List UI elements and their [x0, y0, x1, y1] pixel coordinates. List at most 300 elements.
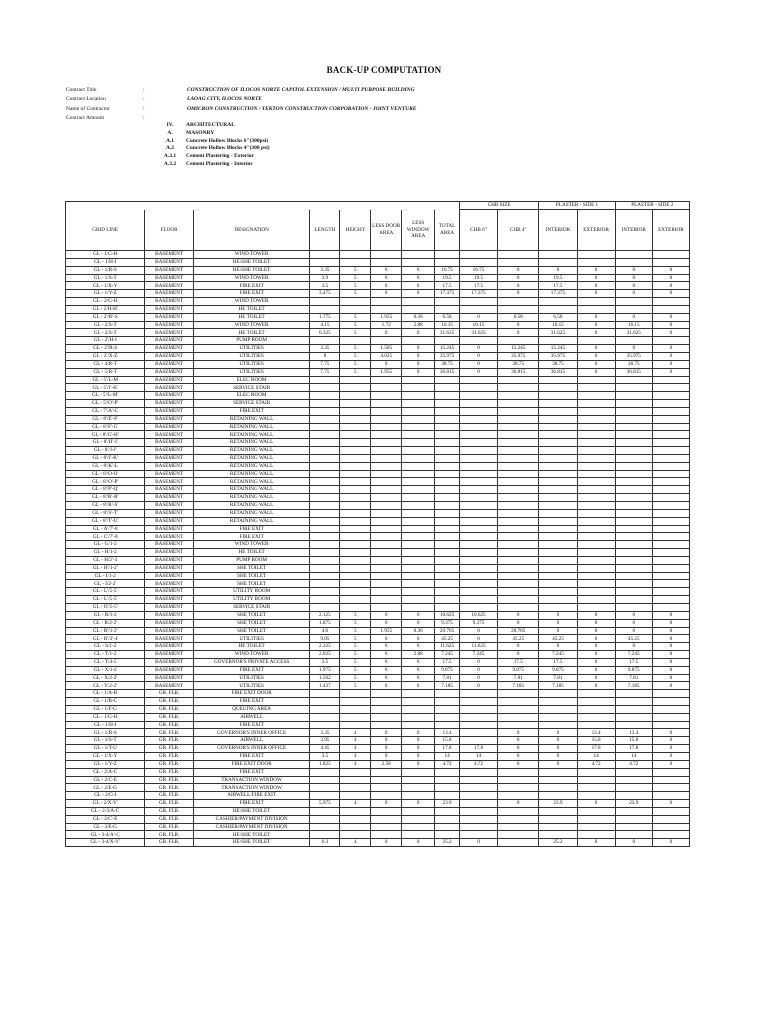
table-row — [66, 439, 690, 447]
table-cell — [459, 494, 497, 502]
table-cell: 6.58 — [435, 313, 460, 321]
table-cell: 0 — [498, 266, 539, 274]
table-cell: HE/SHE TOILET — [193, 839, 310, 847]
table-cell: GL - 8'/R'-R' — [66, 494, 145, 502]
table-cell: 0 — [615, 290, 652, 298]
table-cell — [498, 768, 539, 776]
table-cell: 0 — [577, 643, 615, 651]
table-cell: BASEMENT — [145, 251, 193, 259]
table-cell: GL - 1/T-U — [66, 745, 145, 753]
table-cell — [340, 698, 371, 706]
table-cell: BASEMENT — [145, 635, 193, 643]
table-cell — [310, 831, 340, 839]
table-cell — [402, 462, 435, 470]
table-cell — [371, 831, 402, 839]
table-cell: 0 — [402, 800, 435, 808]
table-row — [66, 478, 690, 486]
table-cell: RETAINING WALL — [193, 470, 310, 478]
table-cell — [652, 603, 689, 611]
table-cell — [435, 792, 460, 800]
table-cell: 0 — [652, 627, 689, 635]
table-cell: 0 — [371, 290, 402, 298]
meta-label: Contract Title — [66, 87, 97, 93]
table-cell — [459, 470, 497, 478]
table-cell: FIRE EXIT — [193, 698, 310, 706]
table-cell: 0 — [615, 619, 652, 627]
table-cell — [402, 431, 435, 439]
outline-row — [154, 130, 270, 138]
table-cell: 0 — [402, 619, 435, 627]
table-cell — [310, 572, 340, 580]
table-cell: HE/SHE TOILET — [193, 831, 310, 839]
table-cell: GL - L'/5-5' — [66, 588, 145, 596]
table-cell: GL - 2/A-C — [66, 768, 145, 776]
table-cell: GL - 2'/X-Z — [66, 352, 145, 360]
table-cell: 5 — [340, 368, 371, 376]
table-cell — [652, 549, 689, 557]
table-cell: 45.25 — [435, 635, 460, 643]
table-cell: 5 — [340, 345, 371, 353]
table-cell — [459, 807, 497, 815]
table-cell — [615, 580, 652, 588]
table-cell — [340, 517, 371, 525]
table-cell: GR. FLR. — [145, 690, 193, 698]
table-cell — [539, 384, 577, 392]
table-cell: 0 — [577, 274, 615, 282]
table-cell: BASEMENT — [145, 643, 193, 651]
table-cell: 5 — [340, 674, 371, 682]
table-cell — [539, 258, 577, 266]
table-cell — [402, 831, 435, 839]
table-cell: 2.025 — [310, 651, 340, 659]
table-cell — [539, 564, 577, 572]
table-cell — [539, 705, 577, 713]
table-cell: 0 — [498, 282, 539, 290]
table-cell: 15.245 — [539, 345, 577, 353]
table-cell: BASEMENT — [145, 290, 193, 298]
table-cell — [498, 792, 539, 800]
table-cell: 7.245 — [435, 651, 460, 659]
table-cell: TRANSACTION WINDOW — [193, 776, 310, 784]
table-cell: GL - 1/H-I — [66, 258, 145, 266]
table-cell — [652, 556, 689, 564]
table-cell — [652, 517, 689, 525]
table-cell — [310, 603, 340, 611]
table-cell: GL - 4/R-T — [66, 360, 145, 368]
table-cell: 0 — [652, 666, 689, 674]
table-cell: 4.72 — [459, 760, 497, 768]
table-cell — [498, 721, 539, 729]
table-cell: 0 — [615, 345, 652, 353]
table-cell: 0 — [577, 321, 615, 329]
table-cell: 4 — [340, 737, 371, 745]
outline-number: A. — [167, 129, 173, 136]
table-row — [66, 494, 690, 502]
outline-row — [154, 153, 270, 161]
table-cell: WIND TOWER — [193, 541, 310, 549]
table-cell: 7.185 — [615, 682, 652, 690]
table-row — [66, 549, 690, 557]
table-cell — [340, 603, 371, 611]
table-cell — [615, 698, 652, 706]
table-cell — [371, 541, 402, 549]
table-cell: 6.3 — [310, 839, 340, 847]
table-cell — [615, 776, 652, 784]
table-cell: 17.8 — [435, 745, 460, 753]
table-cell — [402, 525, 435, 533]
table-cell — [577, 525, 615, 533]
table-cell — [435, 807, 460, 815]
table-cell: GL - 1/Y-Z — [66, 290, 145, 298]
table-cell — [340, 823, 371, 831]
table-cell: 0 — [577, 627, 615, 635]
table-cell — [340, 533, 371, 541]
table-cell — [652, 494, 689, 502]
table-cell: 0 — [498, 651, 539, 659]
table-cell: 0 — [652, 760, 689, 768]
table-cell — [459, 776, 497, 784]
table-cell: 0 — [652, 619, 689, 627]
table-cell: GR. FLR. — [145, 776, 193, 784]
plaster-side1-header: PLASTER - SIDE 1 — [539, 202, 615, 210]
table-cell: 0 — [652, 611, 689, 619]
table-row — [66, 556, 690, 564]
table-cell — [402, 400, 435, 408]
table-cell: 19.5 — [539, 274, 577, 282]
meta-row — [66, 95, 416, 104]
table-cell — [577, 384, 615, 392]
table-cell — [577, 502, 615, 510]
table-cell: FIRE EXIT — [193, 525, 310, 533]
table-cell — [435, 486, 460, 494]
table-cell — [371, 407, 402, 415]
column-header: TOTAL AREA — [435, 210, 460, 251]
table-cell: 0 — [498, 274, 539, 282]
outline-text: Cement Plastering - Exterior — [186, 153, 254, 160]
table-cell: 4 — [340, 760, 371, 768]
table-cell — [371, 549, 402, 557]
table-row — [66, 698, 690, 706]
table-cell: GL - T/4-5 — [66, 658, 145, 666]
table-cell — [310, 541, 340, 549]
table-cell: 0 — [371, 266, 402, 274]
table-cell: GL - 8'/R'-S' — [66, 502, 145, 510]
outline-text: MASONRY — [186, 129, 215, 136]
table-cell: GL - 2/S-T — [66, 329, 145, 337]
table-cell — [652, 478, 689, 486]
table-cell: PUMP ROOM — [193, 556, 310, 564]
table-cell — [539, 721, 577, 729]
table-cell — [402, 407, 435, 415]
table-cell: 19.5 — [459, 274, 497, 282]
table-cell: GL - 2-3/A-C — [66, 807, 145, 815]
table-cell — [459, 525, 497, 533]
table-cell — [539, 486, 577, 494]
table-cell — [371, 400, 402, 408]
table-cell — [340, 815, 371, 823]
table-cell: GL - G/1-2 — [66, 541, 145, 549]
table-cell: 0 — [577, 651, 615, 659]
table-cell — [340, 251, 371, 259]
table-cell — [371, 713, 402, 721]
table-cell — [652, 831, 689, 839]
table-cell — [577, 439, 615, 447]
meta-value: OMICRON CONSTRUCTION / TEKTON CONSTRUCTION CORPORATION - JOINT VENTURE — [187, 105, 417, 112]
column-header: CHB 6" — [459, 210, 497, 251]
table-cell — [498, 533, 539, 541]
table-cell: GL - 1/A-B — [66, 690, 145, 698]
table-cell: BASEMENT — [145, 305, 193, 313]
table-cell: BASEMENT — [145, 423, 193, 431]
table-cell — [539, 462, 577, 470]
table-cell — [340, 494, 371, 502]
table-cell — [577, 517, 615, 525]
table-cell: GR. FLR. — [145, 831, 193, 839]
table-cell: UTILITIES — [193, 682, 310, 690]
table-cell — [402, 305, 435, 313]
table-cell: BASEMENT — [145, 525, 193, 533]
table-cell — [371, 807, 402, 815]
table-cell — [340, 509, 371, 517]
table-cell: 7.81 — [539, 674, 577, 682]
table-cell: HE/SHE TOILET — [193, 258, 310, 266]
table-cell: AIRWELL — [193, 737, 310, 745]
table-cell — [371, 580, 402, 588]
table-cell: RETAINING WALL — [193, 439, 310, 447]
table-cell — [402, 454, 435, 462]
table-cell — [310, 792, 340, 800]
table-cell: 17.8 — [459, 745, 497, 753]
table-row — [66, 619, 690, 627]
table-cell — [652, 713, 689, 721]
table-cell — [371, 564, 402, 572]
table-cell: 0 — [652, 282, 689, 290]
table-row — [66, 831, 690, 839]
computation-table — [65, 201, 690, 847]
page-title: BACK-UP COMPUTATION — [326, 65, 442, 75]
table-cell — [310, 807, 340, 815]
table-cell: 36.815 — [498, 368, 539, 376]
table-cell: 17.5 — [615, 658, 652, 666]
table-cell: BASEMENT — [145, 658, 193, 666]
table-cell — [577, 400, 615, 408]
table-cell: BASEMENT — [145, 321, 193, 329]
table-row — [66, 376, 690, 384]
table-cell — [310, 784, 340, 792]
table-cell: HE TOILET — [193, 549, 310, 557]
table-cell: GL - H/1-2 — [66, 549, 145, 557]
table-cell: 17.375 — [539, 290, 577, 298]
table-cell — [435, 384, 460, 392]
column-header: GRID LINE — [66, 210, 145, 251]
table-cell: 7.185 — [435, 682, 460, 690]
table-cell: 14 — [615, 753, 652, 761]
table-cell — [310, 549, 340, 557]
table-cell: 10.625 — [459, 611, 497, 619]
table-cell — [539, 776, 577, 784]
table-cell: 0 — [402, 643, 435, 651]
table-cell — [402, 823, 435, 831]
table-cell: RETAINING WALL — [193, 502, 310, 510]
table-cell — [310, 596, 340, 604]
table-cell: 0 — [498, 321, 539, 329]
table-cell: 1.975 — [310, 666, 340, 674]
table-cell — [615, 533, 652, 541]
table-cell — [498, 713, 539, 721]
table-cell: 14 — [435, 753, 460, 761]
table-cell: FIRE EXIT — [193, 800, 310, 808]
table-cell: 4.72 — [435, 760, 460, 768]
table-cell — [371, 439, 402, 447]
table-cell — [310, 502, 340, 510]
table-cell — [310, 564, 340, 572]
table-cell — [459, 815, 497, 823]
table-cell — [652, 439, 689, 447]
table-cell — [615, 823, 652, 831]
table-cell: 0 — [577, 635, 615, 643]
table-cell — [310, 258, 340, 266]
table-cell: HE/SHE TOILET — [193, 807, 310, 815]
table-cell: 16.75 — [435, 266, 460, 274]
table-cell — [435, 784, 460, 792]
table-cell — [652, 509, 689, 517]
table-row — [66, 329, 690, 337]
table-cell — [371, 517, 402, 525]
table-cell — [652, 392, 689, 400]
table-cell: 0 — [652, 345, 689, 353]
table-cell — [459, 729, 497, 737]
table-cell: GL - I/1-2 — [66, 572, 145, 580]
table-cell: 3.35 — [310, 345, 340, 353]
table-cell — [435, 690, 460, 698]
table-cell: 0 — [498, 611, 539, 619]
table-cell: PUMP ROOM — [193, 337, 310, 345]
table-cell: 5 — [340, 313, 371, 321]
table-cell — [402, 721, 435, 729]
table-cell: 17.5 — [539, 658, 577, 666]
table-cell — [340, 580, 371, 588]
table-row — [66, 760, 690, 768]
table-cell — [402, 713, 435, 721]
table-cell: 0 — [577, 611, 615, 619]
table-cell: 0 — [652, 658, 689, 666]
table-cell — [310, 494, 340, 502]
table-cell — [371, 478, 402, 486]
table-cell: 0 — [459, 658, 497, 666]
table-cell — [577, 462, 615, 470]
table-cell: 38.75 — [498, 360, 539, 368]
table-cell: GL - 2/C-E — [66, 776, 145, 784]
table-cell — [435, 533, 460, 541]
table-cell: RETAINING WALL — [193, 517, 310, 525]
table-cell: BASEMENT — [145, 337, 193, 345]
table-cell — [577, 423, 615, 431]
table-cell — [652, 486, 689, 494]
table-cell — [498, 305, 539, 313]
table-cell: 0 — [652, 290, 689, 298]
table-cell — [459, 549, 497, 557]
table-cell: 0 — [402, 839, 435, 847]
table-row — [66, 384, 690, 392]
table-cell — [615, 713, 652, 721]
table-cell: GL - H/2'-3 — [66, 556, 145, 564]
table-cell: 6.325 — [310, 329, 340, 337]
table-row — [66, 658, 690, 666]
table-cell — [402, 298, 435, 306]
table-cell — [577, 447, 615, 455]
table-cell — [539, 470, 577, 478]
table-cell: 38.75 — [435, 360, 460, 368]
table-cell — [371, 447, 402, 455]
table-cell: AIRWELL/FIRE EXIT — [193, 792, 310, 800]
table-cell — [539, 541, 577, 549]
table-cell — [539, 572, 577, 580]
outline-row — [154, 161, 270, 169]
table-cell: 7.245 — [459, 651, 497, 659]
table-cell — [340, 690, 371, 698]
table-cell: GL - 1/F-G — [66, 705, 145, 713]
table-cell: 0 — [402, 345, 435, 353]
column-header: CHB 4" — [498, 210, 539, 251]
table-cell: GR. FLR. — [145, 760, 193, 768]
table-cell — [371, 298, 402, 306]
table-cell: BASEMENT — [145, 556, 193, 564]
table-cell: GL - L'/5-5' — [66, 596, 145, 604]
table-cell — [652, 541, 689, 549]
table-cell: GL - I/2-2' — [66, 580, 145, 588]
table-cell: BASEMENT — [145, 674, 193, 682]
table-cell: 0 — [459, 345, 497, 353]
table-cell — [435, 251, 460, 259]
table-cell: 5 — [340, 643, 371, 651]
table-cell — [539, 823, 577, 831]
table-cell: 14 — [577, 753, 615, 761]
table-cell: ELEC ROOM — [193, 376, 310, 384]
table-cell: 25.2 — [435, 839, 460, 847]
table-cell: 0 — [498, 619, 539, 627]
table-row — [66, 400, 690, 408]
table-row — [66, 729, 690, 737]
table-cell — [310, 298, 340, 306]
table-cell — [402, 556, 435, 564]
table-cell: 7.81 — [615, 674, 652, 682]
table-cell: 3.5 — [310, 753, 340, 761]
table-cell: GL - 1/R-S — [66, 266, 145, 274]
table-cell: GL - 8'/E'-F' — [66, 415, 145, 423]
table-row — [66, 392, 690, 400]
table-cell: 11.625 — [435, 643, 460, 651]
table-row — [66, 611, 690, 619]
table-cell — [652, 470, 689, 478]
table-cell — [577, 486, 615, 494]
table-cell: CASHIER/PAYMENT DIVISION — [193, 823, 310, 831]
outline-number: A.3.2 — [163, 160, 177, 167]
table-cell — [577, 376, 615, 384]
table-cell — [459, 384, 497, 392]
table-cell — [459, 800, 497, 808]
table-cell — [340, 768, 371, 776]
table-cell: UTILITIES — [193, 368, 310, 376]
table-cell — [340, 470, 371, 478]
table-cell: 4 — [340, 729, 371, 737]
table-row — [66, 486, 690, 494]
table-cell: 9.875 — [498, 666, 539, 674]
table-cell — [459, 721, 497, 729]
table-cell — [577, 698, 615, 706]
table-cell: 0 — [615, 313, 652, 321]
table-cell — [340, 337, 371, 345]
table-cell: GL - O'/5-5' — [66, 603, 145, 611]
